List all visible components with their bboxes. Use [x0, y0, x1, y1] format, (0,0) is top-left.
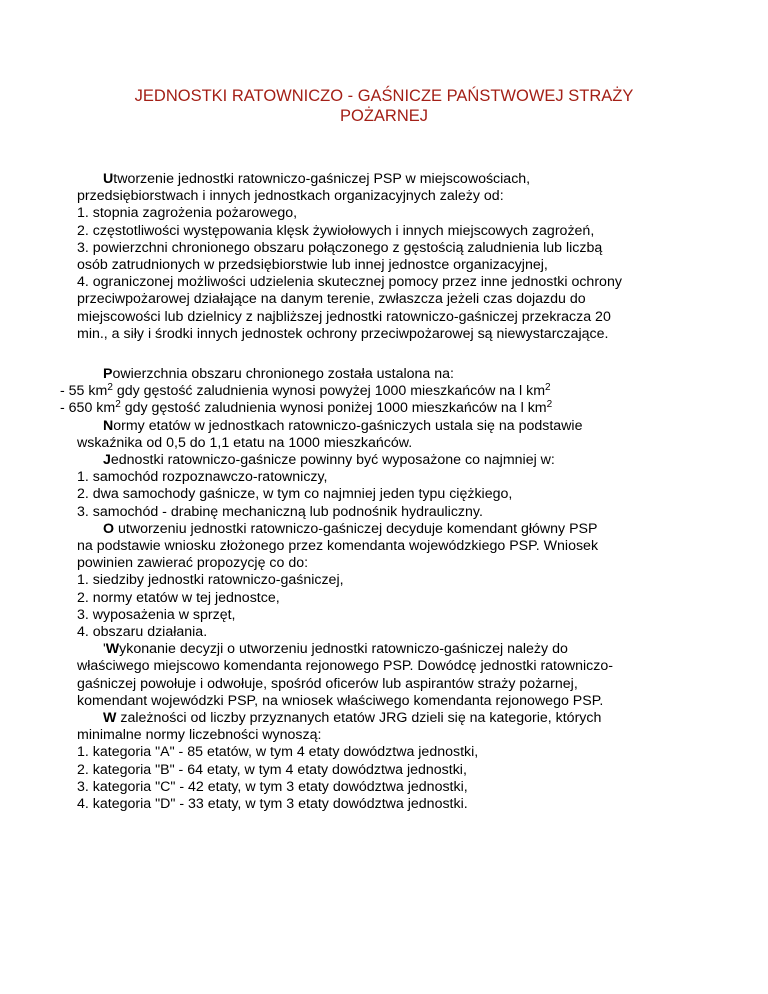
text-line: przeciwpożarowej działające na danym terenie, zwłaszcza jeżeli czas dojazdu do: [77, 291, 586, 308]
categories-heading: W zależności od liczby przyznanych etatów JRG dzieli się na kategorie, których: [103, 710, 602, 727]
list-item: 3. wyposażenia w sprzęt,: [77, 606, 236, 623]
list-item: 1. siedziby jednostki ratowniczo-gaśniczej,: [77, 572, 344, 589]
list-item: 3. samochód - drabinę mechaniczną lub podnośnik hydrauliczny.: [77, 503, 483, 520]
list-item: 1. samochód rozpoznawczo-ratowniczy,: [77, 469, 328, 486]
list-item: 4. ograniczonej możliwości udzielenia skutecznej pomocy przez inne jednostki ochrony: [77, 274, 622, 291]
staff-norms-line: Normy etatów w jednostkach ratowniczo-gaśniczych ustala się na podstawie: [103, 417, 583, 434]
equipment-heading: Jednostki ratowniczo-gaśnicze powinny być wyposażone co najmniej w:: [103, 452, 555, 469]
text-line: przedsiębiorstwach i innych jednostkach organizacyjnych zależy od:: [77, 188, 504, 205]
title-line-1: JEDNOSTKI RATOWNICZO - GAŚNICZE PAŃSTWOWEJ STRAŻY: [134, 87, 634, 105]
list-item: 1. kategoria "A" - 85 etatów, w tym 4 etaty dowództwa jednostki,: [77, 744, 479, 761]
list-item: 4. kategoria "D" - 33 etaty, w tym 3 etaty dowództwa jednostki.: [77, 796, 468, 813]
regulations-section: [60, 366, 717, 813]
intro-paragraph: [77, 171, 717, 343]
list-item: 3. kategoria "C" - 42 etaty, w tym 3 etaty dowództwa jednostki,: [77, 778, 468, 795]
list-item: 4. obszaru działania.: [77, 624, 208, 641]
text-line: powinien zawierać propozycję co do:: [77, 555, 309, 572]
text-line: osób zatrudnionych w przedsiębiorstwie lub innej jednostce organizacyjnej,: [77, 257, 548, 274]
drop-letter: U: [103, 171, 114, 187]
document-title: [70, 86, 698, 126]
list-item: 2. kategoria "B" - 64 etaty, w tym 4 etaty dowództwa jednostki,: [77, 761, 467, 778]
area-line-2: - 650 $km^2$ gdy gęstość zaludnienia wynosi poniżej 1000 mieszkańców na l $km^2$: [60, 399, 553, 417]
text-line: minimalne normy liczebności wynoszą:: [77, 727, 322, 744]
area-line-1: - 55 $km^2$ gdy gęstość zaludnienia wynosi powyżej 1000 mieszkańców na l $km^2$: [60, 382, 551, 400]
area-heading: Powierzchnia obszaru chronionego została ustalona na:: [103, 366, 454, 382]
execution-heading: 'Wykonanie decyzji o utworzeniu jednostki ratowniczo-gaśniczej należy do: [103, 641, 568, 658]
text-line: wskaźnika od 0,5 do 1,1 etatu na 1000 mieszkańców.: [77, 434, 413, 451]
list-item: 3. powierzchni chronionego obszaru połączonego z gęstością zaludnienia lub liczbą: [77, 239, 603, 256]
text-line: komendant wojewódzki PSP, na wniosek właściwego komendanta rejonowego PSP.: [77, 692, 604, 709]
text-line: miejscowości lub dzielnicy z najbliższej jednostki ratowniczo-gaśniczej przekracza 20: [77, 308, 611, 325]
text-line: na podstawie wniosku złożonego przez komendanta wojewódzkiego PSP. Wniosek: [77, 538, 599, 555]
text-line: gaśniczej powołuje i odwołuje, spośród oficerów lub aspirantów straży pożarnej,: [77, 675, 578, 692]
decision-heading: O utworzeniu jednostki ratowniczo-gaśniczej decyduje komendant główny PSP: [103, 520, 598, 537]
list-item: 2. dwa samochody gaśnicze, w tym co najmniej jeden typu ciężkiego,: [77, 486, 513, 503]
title-line-2: POŻARNEJ: [339, 107, 428, 125]
text-line: właściwego miejscowo komendanta rejonowego PSP. Dowódcę jednostki ratowniczo-: [77, 658, 613, 675]
intro-first-line: Utworzenie jednostki ratowniczo-gaśniczej PSP w miejscowościach,: [103, 171, 531, 187]
list-item: 2. częstotliwości występowania klęsk żywiołowych i innych miejscowych zagrożeń,: [77, 222, 595, 239]
list-item: 2. normy etatów w tej jednostce,: [77, 589, 280, 606]
list-item: 1. stopnia zagrożenia pożarowego,: [77, 205, 298, 222]
text-line: min., a siły i środki innych jednostek ochrony przeciwpożarowej są niewystarczające.: [77, 325, 609, 342]
